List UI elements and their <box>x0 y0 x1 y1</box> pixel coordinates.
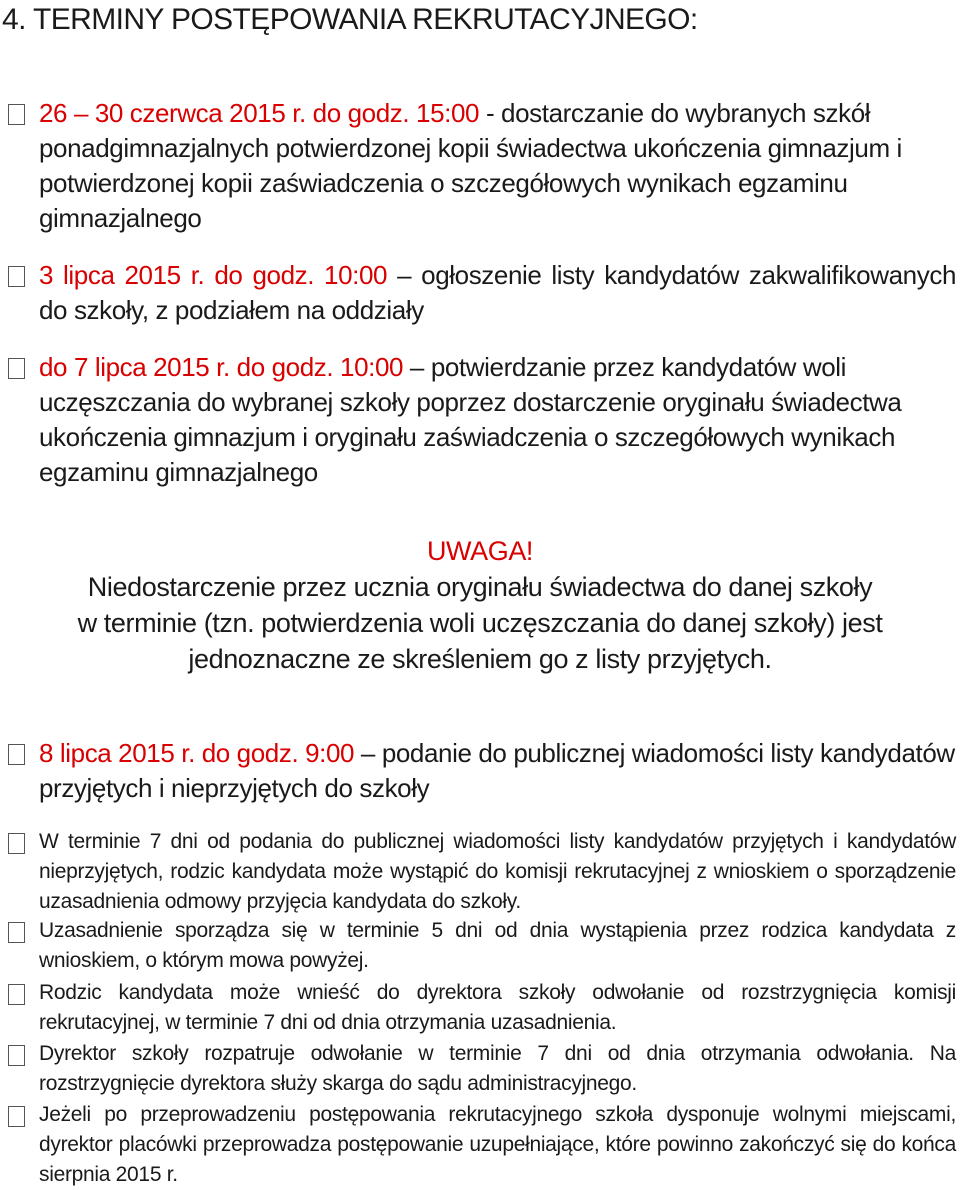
note-item <box>8 916 956 976</box>
bullet-box-icon <box>8 1045 25 1066</box>
deadline-text <box>39 736 956 806</box>
note-text: Jeżeli po przeprowadzeniu postępowania rekrutacyjnego szkoła dysponuje wolnymi miejscami, dyrektor placówki przeprowadza postępowanie uzupełniające, które powinno zakończyć się do końca sierpnia 2015 r. <box>39 1103 956 1186</box>
bullet-box-icon <box>8 744 25 765</box>
deadline-description: dostarczanie do wybranych szkół ponadgimnazjalnych potwierdzonej kopii świadectwa ukończenia gimnazjum i potwierdzonej kopii zaświadczenia o szczegółowych wynikach egzaminu gimnazjalnego <box>39 98 902 233</box>
note-text: Rodzic kandydata może wnieść do dyrektora szkoły odwołanie od rozstrzygnięcia komisji rekrutacyjnej, w terminie 7 dni od dnia otrzymania uzasadnienia. <box>39 981 956 1034</box>
bullet-box-icon <box>8 833 25 854</box>
deadline-separator: – <box>354 738 382 768</box>
deadline-separator: – <box>387 260 422 290</box>
deadline-separator: - <box>479 98 502 128</box>
note-item <box>8 1039 956 1099</box>
bullet-box-icon <box>8 1106 25 1127</box>
deadline-text <box>39 96 956 236</box>
bullet-box-icon <box>8 104 25 125</box>
deadline-description: potwierdzanie przez kandydatów woli uczęszczania do wybranej szkoły poprzez dostarczenie oryginału świadectwa ukończenia gimnazjum i oryginału zaświadczenia o szczegółowych wynikach egzaminu gimnazjalnego <box>39 352 902 487</box>
deadline-description: ogłoszenie listy kandydatów zakwalifikowanych do szkoły, z podziałem na oddziały <box>39 260 956 325</box>
warning-block <box>30 533 930 677</box>
bullet-box-icon <box>8 266 25 287</box>
deadline-text <box>39 258 956 328</box>
deadline-text <box>39 350 956 490</box>
deadline-date: do 7 lipca 2015 r. do godz. 10:00 <box>39 352 404 382</box>
warning-line: jednoznaczne ze skreśleniem go z listy przyjętych. <box>188 644 772 674</box>
deadline-item <box>8 350 956 490</box>
warning-line: Niedostarczenie przez ucznia oryginału świadectwa do danej szkoły <box>87 572 873 602</box>
deadline-date: 8 lipca 2015 r. do godz. 9:00 <box>39 738 355 768</box>
bullet-box-icon <box>8 984 25 1005</box>
deadline-item <box>8 736 956 806</box>
note-item <box>8 978 956 1038</box>
note-text: W terminie 7 dni od podania do publicznej wiadomości listy kandydatów przyjętych i kandydatów nieprzyjętych, rodzic kandydata może wystąpić do komisji rekrutacyjnej z wnioskiem o sporządzenie uzasadnienia odmowy przyjęcia kandydata do szkoły. <box>39 830 956 913</box>
note-text: Uzasadnienie sporządza się w terminie 5 dni od dnia wystąpienia przez rodzica kandydata z wnioskiem, o którym mowa powyżej. <box>39 919 956 972</box>
note-text: Dyrektor szkoły rozpatruje odwołanie w terminie 7 dni od dnia otrzymania odwołania. Na rozstrzygnięcie dyrektora służy skarga do sądu administracyjnego. <box>39 1042 956 1095</box>
deadline-date: 26 – 30 czerwca 2015 r. do godz. 15:00 <box>39 98 480 128</box>
warning-line: w terminie (tzn. potwierdzenia woli uczęszczania do danej szkoły) jest <box>77 608 883 638</box>
bullet-box-icon <box>8 358 25 379</box>
bullet-box-icon <box>8 922 25 943</box>
deadline-item <box>8 258 956 328</box>
warning-title: UWAGA! <box>426 536 534 566</box>
section-heading: 4. TERMINY POSTĘPOWANIA REKRUTACYJNEGO: <box>2 3 698 36</box>
deadline-item <box>8 96 956 236</box>
note-item <box>8 827 956 917</box>
deadline-separator: – <box>403 352 431 382</box>
deadline-date: 3 lipca 2015 r. do godz. 10:00 <box>39 260 388 290</box>
note-item <box>8 1100 956 1190</box>
deadline-description: podanie do publicznej wiadomości listy kandydatów przyjętych i nieprzyjętych do szkoły <box>39 738 955 803</box>
